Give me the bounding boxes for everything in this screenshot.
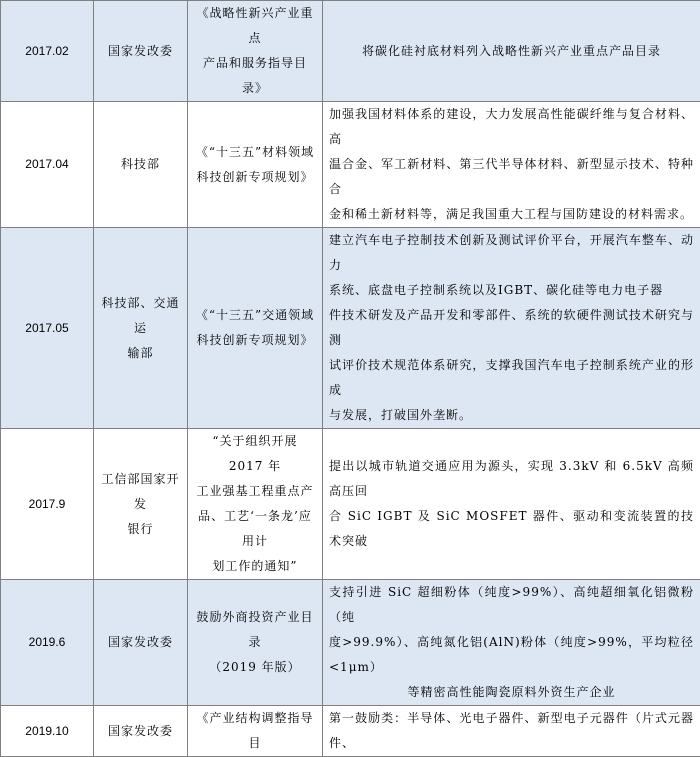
content-line: 等精密高性能陶瓷原料外资生产企业: [329, 680, 694, 705]
content-line: 合 SiC IGBT 及 SiC MOSFET 器件、驱动和变流装置的技术突破: [329, 504, 694, 554]
department-line: 银行: [100, 517, 181, 542]
department-cell: [94, 580, 188, 706]
department-line: 工信部国家开发: [100, 467, 181, 517]
content-cell: [323, 1, 700, 102]
table-row: [1, 102, 700, 228]
date-cell: 2017.04: [1, 102, 94, 228]
date-cell: 2017.05: [1, 228, 94, 429]
document-cell: [188, 1, 323, 102]
content-line: 度>99.9%）、高纯氮化铝(AlN)粉体（纯度>99%，平均粒径<1μm）: [329, 630, 694, 680]
content-line: 件技术研发及产品开发和零部件、系统的软硬件测试技术研究与测: [329, 303, 694, 353]
content-line: 系统、底盘电子控制系统以及IGBT、碳化硅等电力电子器: [329, 278, 694, 303]
document-line: 《“十三五”材料领域: [194, 140, 316, 165]
department-cell: [94, 429, 188, 580]
table-row: [1, 228, 700, 429]
department-line: 输部: [100, 341, 181, 366]
content-line: 试评价技术规范体系研究，支撑我国汽车电子控制系统产业的形成: [329, 353, 694, 403]
date-cell: 2017.9: [1, 429, 94, 580]
date-cell: 2019.6: [1, 580, 94, 706]
content-line: 第一鼓励类：半导体、光电子器件、新型电子元器件（片式元器件、: [329, 706, 694, 756]
document-line: 划工作的通知”: [194, 554, 316, 579]
content-cell: [323, 706, 700, 757]
date-cell: 2019.10: [1, 706, 94, 757]
department-line: 国家发改委: [100, 719, 181, 744]
department-line: 国家发改委: [100, 630, 181, 655]
content-line: 建立汽车电子控制技术创新及测试评价平台，开展汽车整车、动力: [329, 228, 694, 278]
document-line: 《产业结构调整指导目: [194, 706, 316, 756]
department-cell: [94, 706, 188, 757]
document-cell: [188, 429, 323, 580]
department-cell: [94, 102, 188, 228]
document-line: 工业强基工程重点产: [194, 479, 316, 504]
content-cell: [323, 580, 700, 706]
department-line: 科技部: [100, 152, 181, 177]
document-cell: [188, 228, 323, 429]
document-line: 《“十三五”交通领域: [194, 303, 316, 328]
document-line: 鼓励外商投资产业目录: [194, 605, 316, 655]
document-cell: [188, 102, 323, 228]
table-row: [1, 706, 700, 757]
document-cell: [188, 580, 323, 706]
table-row: [1, 580, 700, 706]
document-line: （2019 年版）: [194, 655, 316, 680]
document-line: 《战略性新兴产业重点: [194, 1, 316, 51]
content-line: 提出以城市轨道交通应用为源头，实现 3.3kV 和 6.5kV 高频高压回: [329, 454, 694, 504]
content-line: 金和稀土新材料等，满足我国重大工程与国防建设的材料需求。: [329, 202, 694, 227]
content-cell: [323, 102, 700, 228]
content-line: 与发展，打破国外垄断。: [329, 403, 694, 428]
document-line: 科技创新专项规划》: [194, 165, 316, 190]
content-line: 温合金、军工新材料、第三代半导体材料、新型显示技术、特种合: [329, 152, 694, 202]
content-line: 支持引进 SiC 超细粉体（纯度>99%）、高纯超细氧化铝微粉（纯: [329, 580, 694, 630]
table-row: [1, 429, 700, 580]
department-cell: [94, 1, 188, 102]
department-line: 科技部、交通运: [100, 291, 181, 341]
content-cell: [323, 429, 700, 580]
document-line: 科技创新专项规划》: [194, 328, 316, 353]
table-row: [1, 1, 700, 102]
document-line: 产品和服务指导目录》: [194, 51, 316, 101]
department-cell: [94, 228, 188, 429]
document-line: 品、工艺‘一条龙’应用计: [194, 504, 316, 554]
department-line: 国家发改委: [100, 39, 181, 64]
content-line: 加强我国材料体系的建设，大力发展高性能碳纤维与复合材料、高: [329, 102, 694, 152]
content-line: 将碳化硅衬底材料列入战略性新兴产业重点产品目录: [329, 39, 694, 64]
document-cell: [188, 706, 323, 757]
date-cell: 2017.02: [1, 1, 94, 102]
document-line: “关于组织开展 2017 年: [194, 429, 316, 479]
content-cell: [323, 228, 700, 429]
